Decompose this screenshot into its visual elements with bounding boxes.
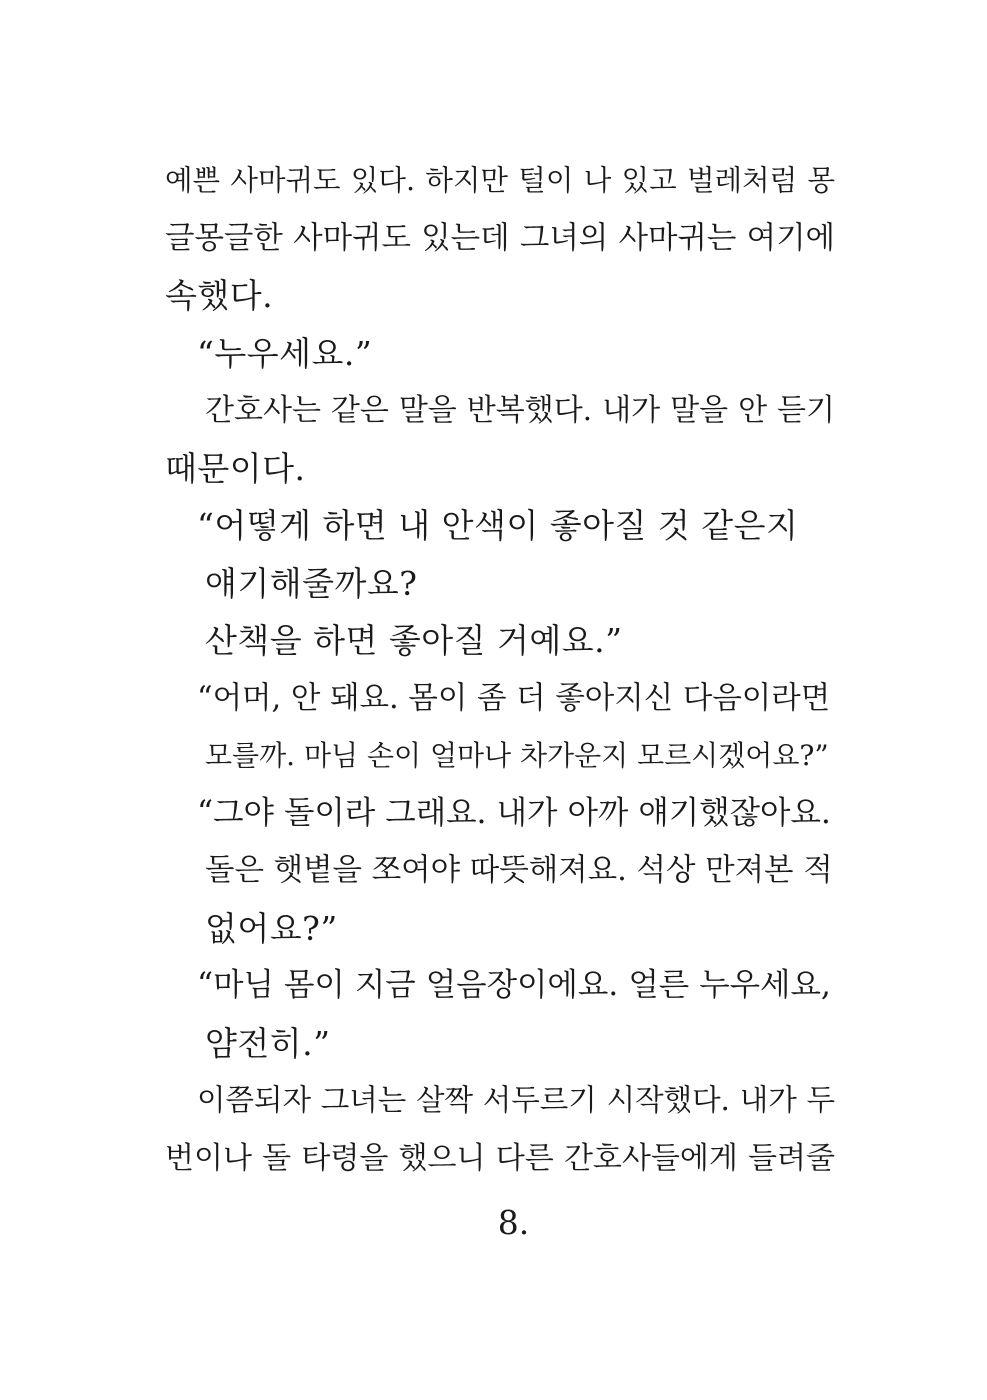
dialogue-line: “그야 돌이라 그래요. 내가 아까 얘기했잖아요. <box>197 794 831 831</box>
dialogue-line: 모를까. 마님 손이 얼마나 차가운지 모르시겠어요?” <box>205 739 829 772</box>
dialogue-line: 얌전히.” <box>205 1023 331 1063</box>
text-line: 속했다. <box>165 276 274 315</box>
text-line: 이쯤되자 그녀는 살짝 서두르기 시작했다. 내가 두 <box>197 1083 835 1117</box>
text-line: 글몽글한 사마귀도 있는데 그녀의 사마귀는 여기에 <box>165 220 835 256</box>
dialogue-line: 없어요?” <box>205 908 338 948</box>
text-line: 간호사는 같은 말을 반복했다. 내가 말을 안 듣기 <box>205 393 835 428</box>
dialogue-line: “마님 몸이 지금 얼음장이에요. 얼른 누우세요, <box>197 967 831 1003</box>
text-line: 번이나 돌 타령을 했으니 다른 간호사들에게 들려줄 <box>165 1140 835 1176</box>
dialogue-line: “어머, 안 돼요. 몸이 좀 더 좋아지신 다음이라면 <box>197 680 831 716</box>
dialogue-line: “어떻게 하면 내 안색이 좋아질 것 같은지 <box>197 506 799 545</box>
dialogue-line: “누우세요.” <box>197 333 373 373</box>
body-text <box>165 152 835 1187</box>
text-line: 때문이다. <box>165 448 306 488</box>
page-number: 8. <box>497 1203 530 1242</box>
text-line: 예쁜 사마귀도 있다. 하지만 털이 나 있고 벌레처럼 몽 <box>165 164 835 197</box>
dialogue-line: 얘기해줄까요? <box>205 563 418 603</box>
dialogue-line: 돌은 햇볕을 쪼여야 따뜻해져요. 석상 만져본 적 <box>205 853 833 888</box>
dialogue-line: 산책을 하면 좋아질 거예요.” <box>205 621 623 660</box>
